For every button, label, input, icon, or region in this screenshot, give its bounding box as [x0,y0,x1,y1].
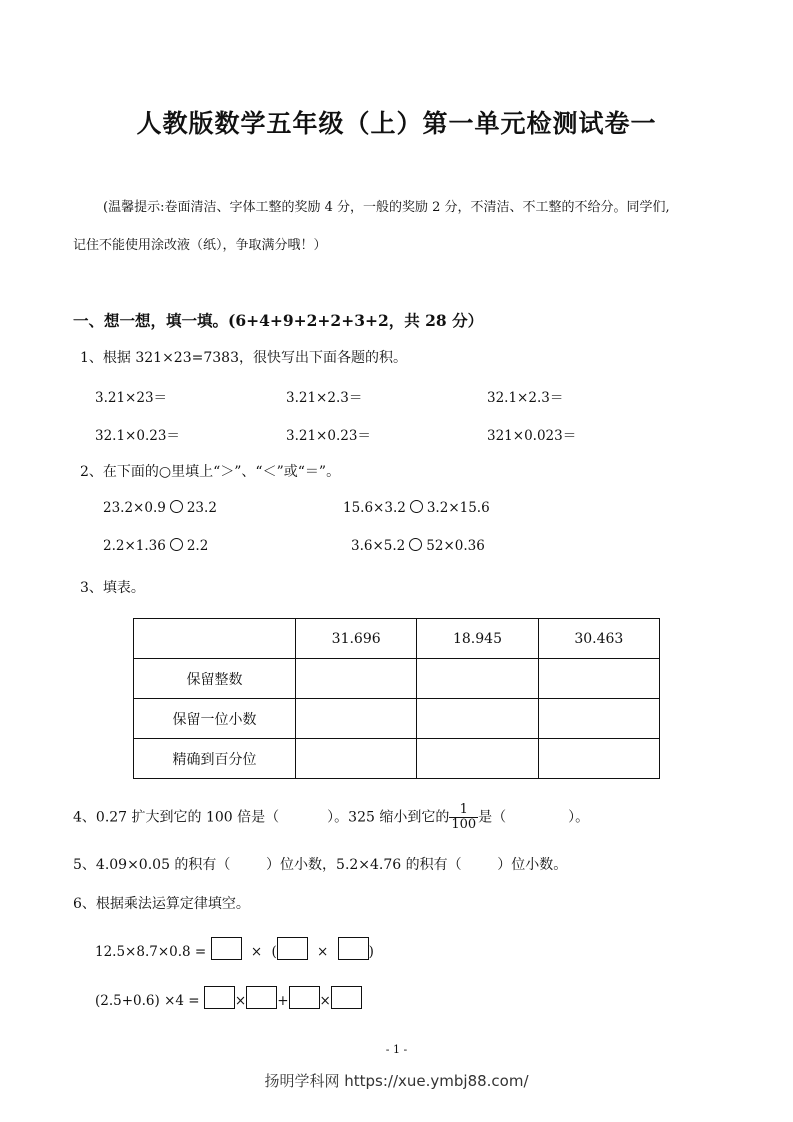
table-header-row [134,619,660,659]
times-sign: × [319,993,331,1009]
q6-expression: (2.5+0.6) ×4 = [95,993,200,1009]
fraction-denominator: 100 [451,817,477,832]
table-header-cell: 18.945 [417,619,538,659]
notice-line-2: 记住不能使用涂改液（纸），争取满分哦！） [73,238,327,253]
q2-left-expr: 23.2×0.9 [103,500,166,516]
answer-box[interactable] [289,986,320,1009]
q2-left-expr: 15.6×3.2 [343,500,406,516]
rounding-table [133,618,660,779]
answer-cell[interactable] [417,699,538,739]
table-row [134,739,660,779]
answer-box[interactable] [277,937,308,960]
answer-box[interactable] [331,986,362,1009]
section-1-heading: 一、想一想，填一填。(6+4+9+2+2+3+2，共 28 分） [73,311,484,330]
q2-left-expr: 3.6×5.2 [351,538,406,554]
q1-item: 3.21×2.3＝ [286,390,363,406]
answer-cell[interactable] [417,659,538,699]
question-3-text: 3、填表。 [80,580,145,596]
q2-comparison [343,500,490,516]
answer-box[interactable] [211,937,242,960]
question-4 [73,803,589,832]
q1-item: 3.21×0.23＝ [286,428,371,444]
answer-cell[interactable] [538,739,659,779]
q1-item: 3.21×23＝ [95,390,168,406]
fraction [449,803,478,832]
q2-right-expr: 2.2 [186,538,209,554]
footer-watermark: 扬明学科网 https://xue.ymbj88.com/ [264,1072,529,1090]
question-6-text: 6、根据乘法运算定律填空。 [73,896,250,912]
answer-cell[interactable] [417,739,538,779]
q6-equation-1 [95,937,374,960]
answer-cell[interactable] [296,739,417,779]
right-paren: ) [368,944,374,960]
notice-line-1: (温馨提示:卷面清洁、字体工整的奖励 4 分，一般的奖励 2 分，不清洁、不工整的不给分。同学们, [103,200,670,215]
table-row-label: 保留一位小数 [134,699,296,739]
answer-cell[interactable] [296,699,417,739]
question-5-text: 5、4.09×0.05 的积有（ ）位小数，5.2×4.76 的积有（ ）位小数。 [73,857,568,873]
q2-comparison [103,538,208,554]
compare-circle[interactable] [410,500,423,513]
answer-cell[interactable] [538,699,659,739]
q4-text-part: 是（ [478,809,507,826]
times-sign: × [317,944,329,960]
q6-equation-2 [95,986,362,1009]
times-sign: × [250,944,263,960]
left-paren: ( [271,944,277,960]
table-header-cell: 30.463 [538,619,659,659]
page-title: 人教版数学五年级（上）第一单元检测试卷一 [136,109,657,138]
answer-cell[interactable] [296,659,417,699]
q1-item: 32.1×0.23＝ [95,428,180,444]
q4-text-part: ）。 [568,809,590,826]
table-header-cell [134,619,296,659]
answer-box[interactable] [338,937,369,960]
q2-comparison [103,500,217,516]
table-row [134,659,660,699]
table-header-cell: 31.696 [296,619,417,659]
q2-right-expr: 23.2 [186,500,217,516]
table-row-label: 精确到百分位 [134,739,296,779]
answer-cell[interactable] [538,659,659,699]
q2-right-expr: 52×0.36 [426,538,485,554]
q1-item: 321×0.023＝ [487,428,577,444]
question-1-text: 1、根据 321×23=7383，很快写出下面各题的积。 [80,350,407,366]
q6-expression: 12.5×8.7×0.8 = [95,944,207,960]
plus-sign: + [277,993,289,1009]
q2-comparison [351,538,485,554]
answer-box[interactable] [246,986,277,1009]
compare-circle[interactable] [409,538,422,551]
q4-text-part: ）。325 缩小到它的 [327,809,450,826]
table-row-label: 保留整数 [134,659,296,699]
q2-left-expr: 2.2×1.36 [103,538,166,554]
q1-item: 32.1×2.3＝ [487,390,564,406]
compare-circle[interactable] [170,538,183,551]
question-2-text: 2、在下面的○里填上“＞”、“＜”或“＝”。 [80,464,341,480]
table-row [134,699,660,739]
page-number: - 1 - [385,1043,408,1056]
answer-box[interactable] [204,986,235,1009]
q4-text-part: 4、0.27 扩大到它的 100 倍是（ [73,809,280,826]
compare-circle[interactable] [170,500,183,513]
fraction-numerator: 1 [449,803,478,818]
times-sign: × [234,993,247,1009]
q2-right-expr: 3.2×15.6 [426,500,490,516]
